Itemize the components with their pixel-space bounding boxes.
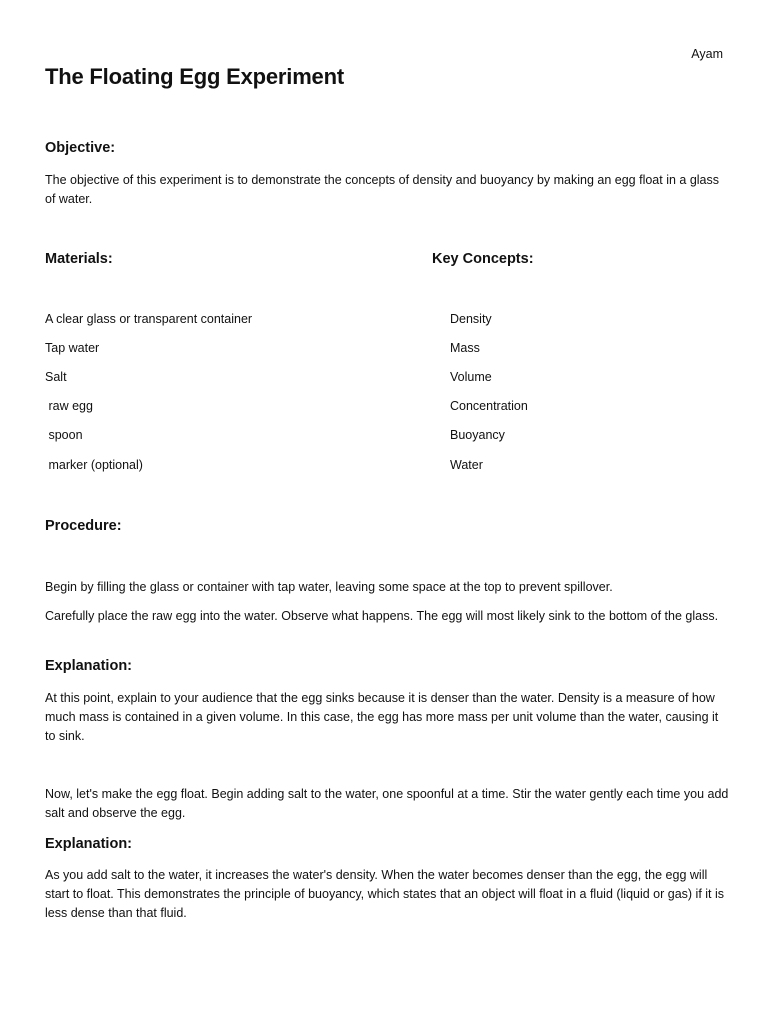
key-concept-item: Concentration <box>450 399 528 413</box>
key-concept-item: Density <box>450 312 492 326</box>
objective-text: The objective of this experiment is to demonstrate the concepts of density and buoyancy by making an egg float in a glass of water. <box>45 173 719 206</box>
material-item: spoon <box>45 428 83 442</box>
procedure-step-1: Begin by filling the glass or container with tap water, leaving some space at the top to prevent spillover. <box>45 580 613 594</box>
key-concept-item: Water <box>450 458 483 472</box>
key-concept-item: Buoyancy <box>450 428 505 442</box>
key-concepts-heading: Key Concepts: <box>432 251 534 267</box>
procedure-step-3: Now, let's make the egg float. Begin adding salt to the water, one spoonful at a time. Stir the water gently each time you add salt and observe the egg. <box>45 787 729 820</box>
material-item: Tap water <box>45 341 100 355</box>
explanation-heading-2: Explanation: <box>45 836 133 852</box>
material-item: A clear glass or transparent container <box>45 312 253 326</box>
materials-heading: Materials: <box>45 251 113 267</box>
explanation-heading-1: Explanation: <box>45 658 133 674</box>
procedure-step-2: Carefully place the raw egg into the water. Observe what happens. The egg will most likely sink to the bottom of the glass. <box>45 609 719 623</box>
author-name: Ayam <box>691 47 723 61</box>
material-item: marker (optional) <box>45 458 143 472</box>
key-concept-item: Mass <box>450 341 480 355</box>
explanation-text-2: As you add salt to the water, it increases the water's density. When the water becomes denser than the egg, the egg will start to float. This demonstrates the principle of buoyancy, which states that an object will float in a fluid (liquid or gas) if it is less dense than that fluid. <box>45 868 725 920</box>
procedure-heading: Procedure: <box>45 518 122 534</box>
key-concept-item: Volume <box>450 370 492 384</box>
document-title: The Floating Egg Experiment <box>45 64 344 89</box>
material-item: Salt <box>45 370 67 384</box>
material-item: raw egg <box>45 399 93 413</box>
explanation-text-1: At this point, explain to your audience that the egg sinks because it is denser than the water. Density is a measure of how much mass is contained in a given volume. In this case, the egg has more mass per unit volume than the water, causing it to sink. <box>45 691 719 743</box>
objective-heading: Objective: <box>45 140 116 156</box>
